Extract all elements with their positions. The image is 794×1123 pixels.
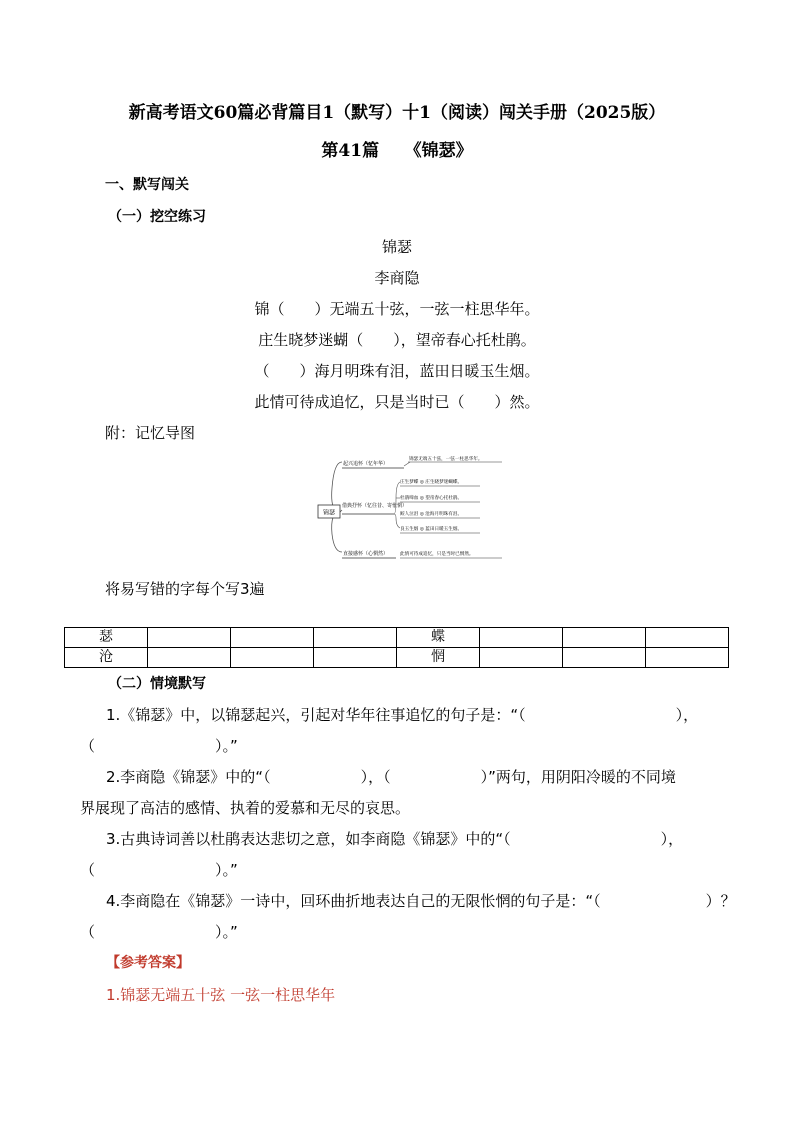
answers-title: 【参考答案】 <box>106 955 190 971</box>
table-cell[interactable] <box>148 648 231 668</box>
table-cell[interactable] <box>563 628 646 648</box>
question-line: （ ）。” <box>80 923 238 941</box>
mindmap-branch: 直接感怀（心惘然） <box>343 551 389 557</box>
poem-author: 李商隐 <box>374 269 420 287</box>
document-subtitle: 第41篇 《锦瑟》 <box>321 141 473 161</box>
part1-title: （一）挖空练习 <box>108 209 206 225</box>
table-cell[interactable] <box>231 648 314 668</box>
poem-line: 此情可待成追忆，只是当时已（ ）然。 <box>254 393 540 411</box>
table-cell: 惘 <box>397 648 480 668</box>
mindmap-branch: 起兴追怀（忆年华） <box>343 461 389 467</box>
poem-line: 锦（ ）无端五十弦，一弦一柱思华年。 <box>254 300 540 318</box>
poem-line: 庄生晓梦迷蝴（ ），望帝春心托杜鹃。 <box>258 331 536 349</box>
question-line: （ ）。” <box>80 737 238 755</box>
table-cell[interactable] <box>480 648 563 668</box>
mindmap-branch: 借典抒怀（忆往昔、寄怅惘） <box>342 503 408 509</box>
mindmap-item: 鲛人泣泪 ◎ 沧海月明珠有泪。 <box>400 512 463 517</box>
table-cell[interactable] <box>480 628 563 648</box>
question-line: 2.李商隐《锦瑟》中的“（ ），（ ）”两句，用阴阳冷暖的不同境 <box>106 768 676 786</box>
table-row <box>65 648 729 668</box>
table-cell[interactable] <box>646 628 729 648</box>
question-line: （ ）。” <box>80 861 238 879</box>
practice-label: 将易写错的字每个写3遍 <box>105 580 265 598</box>
table-row <box>65 628 729 648</box>
table-cell: 蝶 <box>397 628 480 648</box>
table-cell: 沧 <box>65 648 148 668</box>
mindmap-item: 良玉生烟 ◎ 蓝田日暖玉生烟。 <box>400 527 463 532</box>
mindmap-item: 此情可待成追忆，只是当时已惘然。 <box>400 552 474 557</box>
question-line: 4.李商隐在《锦瑟》一诗中，回环曲折地表达自己的无限怅惘的句子是：“（ ）？ <box>106 892 736 910</box>
mindmap-item: 庄生梦蝶 ◎ 庄生晓梦迷蝴蝶。 <box>400 480 463 485</box>
answer-item: 1.锦瑟无端五十弦 一弦一柱思华年 <box>106 986 336 1004</box>
table-cell[interactable] <box>314 648 397 668</box>
poem-line: （ ）海月明珠有泪，蓝田日暖玉生烟。 <box>254 362 540 380</box>
table-cell[interactable] <box>314 628 397 648</box>
table-cell[interactable] <box>563 648 646 668</box>
table-cell[interactable] <box>231 628 314 648</box>
section-title: 一、默写闯关 <box>105 177 189 193</box>
table-cell[interactable] <box>148 628 231 648</box>
question-line: 界展现了高洁的感情、执着的爱慕和无尽的哀思。 <box>80 799 411 817</box>
poem-title: 锦瑟 <box>381 238 412 256</box>
mindmap-item: 杜鹃啼血 ◎ 望帝春心托杜鹃。 <box>400 496 463 501</box>
part2-title: （二）情境默写 <box>108 676 206 692</box>
question-line: 1.《锦瑟》中，以锦瑟起兴，引起对华年往事追忆的句子是：“（ ）， <box>106 706 699 724</box>
question-line: 3.古典诗词善以杜鹃表达悲切之意，如李商隐《锦瑟》中的“（ ）， <box>106 830 684 848</box>
document-title: 新高考语文60篇必背篇目1（默写）十1（阅读）闯关手册（2025版） <box>128 103 666 123</box>
table-cell[interactable] <box>646 648 729 668</box>
practice-grid <box>64 627 729 668</box>
mindmap-item: 锦瑟无端五十弦，一弦一柱思华年。 <box>409 457 483 462</box>
mind-map-diagram <box>316 448 506 564</box>
mindmap-center: 锦瑟 <box>322 509 336 517</box>
table-cell: 瑟 <box>65 628 148 648</box>
mindmap-label: 附：记忆导图 <box>105 424 196 442</box>
